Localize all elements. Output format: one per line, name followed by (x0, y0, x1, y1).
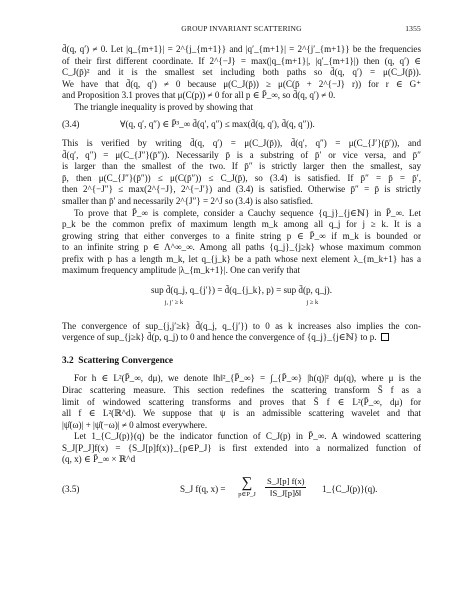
paragraph-4 (62, 208, 421, 277)
text-line: |ψ̂(ω)| + |ψ̂(−ω)| ≠ 0 almost everywhere. (62, 419, 208, 430)
paragraph-7 (62, 431, 421, 466)
text-line: S_J[P_J]f(x) = {S_J[p]f(x)}_{p∈P_J} is first extended into a normalized function of (62, 442, 421, 453)
text-line: limit of windowed scattering transforms and proves that S̄ f ∈ L²(P̄_∞, dμ) for (62, 396, 421, 407)
paragraph-2: The triangle inequality is proved by showing that (74, 101, 254, 112)
text-line: For h ∈ L²(P̄_∞, dμ), we denote ‖h‖²_{P̄_∞} = ∫_{P̄_∞} |h(q)|² dμ(q), where μ is the (74, 373, 421, 384)
paragraph-5 (62, 321, 421, 344)
header-title: GROUP INVARIANT SCATTERING (181, 24, 302, 33)
text-line: then 2^{−J″} ≤ max(2^{−J}, 2^{−J′}) and (3.4) is satisfied. Otherwise p̄″ = p̄ is strictly (62, 184, 421, 195)
section-number: 3.2 (62, 355, 74, 366)
text-line: d̄(q′, q″) = μ(C_{J″}(p̄″)). Necessarily p̄ is a substring of p̄′ or vice versa, and p̄″ (62, 149, 421, 160)
section-title: Scattering Convergence (78, 355, 174, 366)
text-line: d̄(q, q′) ≠ 0. Let |q_{m+1}| = 2^{j_{m+1}} and |q′_{m+1}| = 2^{j′_{m+1}} be the frequencies (62, 44, 421, 54)
text-line: Let 1_{C_J(p)}(q) be the indicator function of C_J(p) in P̄_∞. A windowed scattering (74, 431, 421, 442)
equation-number: (3.4) (62, 119, 80, 130)
text-line: Dirac scattering measure. This section redefines the scattering transform S̄ f as a (62, 385, 421, 396)
text-line: smaller than p̄′ and necessarily 2^{J″} = 2^J so (3.4) is also satisfied. (62, 196, 313, 207)
sigma-icon: ∑ (241, 474, 253, 491)
equation-body: ∀(q, q′, q″) ∈ P̄³_∞ d̄(q′, q″) ≤ max(d̄(q, q′), d̄(q, q″)). (120, 119, 315, 130)
text-line: of their first different coordinate. If 2^{−J} = max(|q_{m+1}|, |q′_{m+1}|) then (q, q′) ∈ (62, 55, 421, 66)
qed-icon (381, 333, 389, 341)
text-span: vergence of sup_{j≥k} d̄(p, q_j) to 0 and hence the convergence of {q_j}_{j∈ℕ} to p. (62, 332, 377, 343)
text-line (62, 332, 421, 344)
text-line: to an infinite string p ∈ Λ^∞_∞. Among all paths {q_j}_{j≥k} whose maximum common (62, 242, 421, 253)
equation-body: sup d̄(q_j, q_{j′}) = d̄(q_{j_k}, p) = sup d̄(p, q_j). (150, 284, 332, 295)
running-header (62, 24, 421, 36)
denominator: ‖S_J[p]δ‖ (270, 488, 302, 499)
text-line: To prove that P̄_∞ is complete, consider a Cauchy sequence {q_j}_{j∈ℕ} in P̄_∞. Let (74, 207, 421, 218)
equation-3-4 (62, 119, 421, 132)
summation (233, 476, 261, 499)
section-heading (62, 356, 421, 368)
text-line: The convergence of sup_{j,j′≥k} d̄(q_j, q_{j′}) to 0 as k increases also implies the con- (62, 320, 421, 331)
equation-sup (62, 285, 421, 311)
paragraph-1 (62, 44, 421, 102)
page-number: 1355 (405, 24, 421, 33)
text-line: growing string that either converges to a finite string p ∈ P̄_∞ if m_k is bounded or (62, 230, 421, 241)
text-line: is larger than the smallest of the two. If p̄″ is strictly larger then the smallest, say (62, 161, 421, 172)
equation-number: (3.5) (62, 483, 80, 494)
text-line: C_J(p̄)² and it is the smallest set including both paths so d̄(q, q′) = μ(C_J(p̄)). (62, 67, 421, 78)
fraction (265, 476, 306, 500)
equation-lhs: S_J f(q, x) = (180, 483, 226, 494)
text-line: p_k be the common prefix of maximum length m_k among all q_j for j ≥ k. It is a (62, 219, 421, 230)
text-line: maximum frequency amplitude |λ_{m_k+1}|. One can verify that (62, 265, 301, 276)
text-line: This is verified by writing d̄(q, q′) = μ(C_J(p̄)), d̄(q′, q″) = μ(C_{J′}(p̄′)), and (62, 138, 421, 149)
summation-index: p∈P_J (238, 490, 256, 498)
equation-rest: 1_{C_J(p)}(q). (322, 483, 378, 494)
body-text (62, 44, 421, 514)
text-line: and Proposition 3.1 proves that μ(C(p)) ≠ 0 for all p ∈ P̄_∞, so d̄(q, q′) ≠ 0. (62, 90, 336, 101)
text-line: We have that d̄(q, q′) ≠ 0 because μ(C_J(p̄)) ≥ μ(C(p̄ + 2^{−J} r)) for r ∈ G⁺ (62, 78, 421, 89)
text-line: all f ∈ L²(ℝ^d). We suppose that ψ is an admissible scattering wavelet and that (62, 408, 421, 419)
paragraph-3 (62, 138, 421, 207)
text-line: p̄, then μ(C_{J″}(p̄″)) ≤ μ(C(p̄″)) ≤ C_J(p̄), so (3.4) is satisfied. If p̄″ = p̄ = p̄′, (62, 172, 421, 183)
equation-subscripts (62, 297, 421, 309)
right-subscript: j ≥ k (306, 298, 319, 306)
left-subscript: j, j′ ≥ k (164, 298, 184, 306)
paragraph-6 (62, 373, 421, 431)
text-line: prefix with p has a length m_k, let q_{j_k} be a path whose next element λ_{m_k+1} has a (62, 253, 421, 264)
numerator: S_J[p] f(x) (265, 476, 306, 489)
equation-3-5 (62, 474, 421, 508)
text-line: (q, x) ∈ P̄_∞ × ℝ^d (62, 454, 136, 465)
